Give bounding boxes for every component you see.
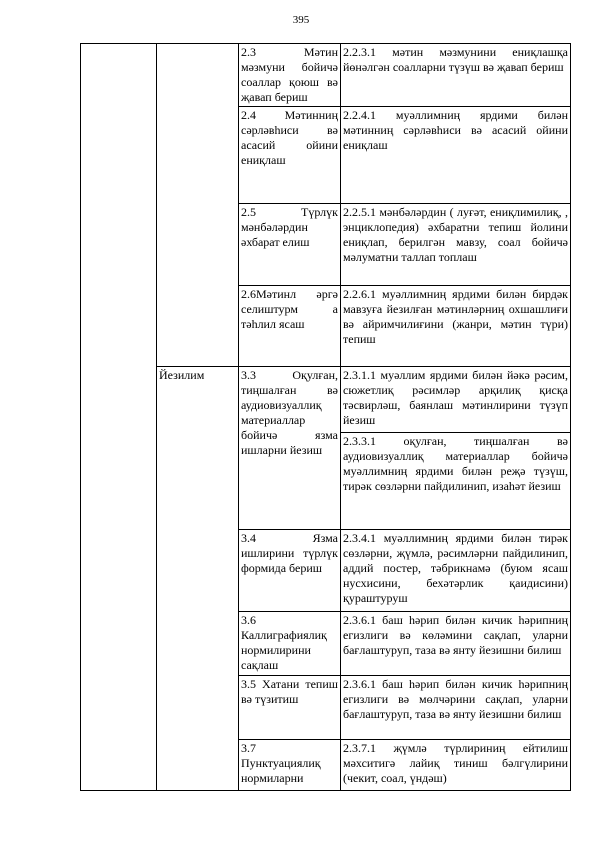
indicator-cell: 2.3.3.1 оқулған, тиңшалған вә аудиовизуаллиқ материаллар бойичә муәллимниң ярдими билән реҗә түзүш, тирәк сөзләрни пайдилинип, изаһәт йезиш — [341, 433, 571, 530]
standard-cell: 2.6Мәтинл әргә селиштурм а тәһлил ясаш — [239, 286, 341, 367]
section-label: Йезилим — [157, 367, 239, 791]
indicator-cell: 2.3.1.1 муәллим ярдими билән йәкә рәсим, сюжетлиқ рәсимләр арқилиқ қисқа тәсвирләш, баянлаш мәтинлирини түзүп йезиш — [341, 367, 571, 433]
indicator-cell: 2.3.6.1 баш һәрип билән кичик һәрипниң егизлиги вә көләмини сақлап, уларни бағлаштуруп, таза вә янту йезишни билиш — [341, 612, 571, 676]
standard-cell: 3.3 Оқулған, тиңшалған вә аудиовизуаллиқ материаллар бойичә язма ишларни йезиш — [239, 367, 341, 530]
indicator-cell: 2.2.4.1 муәллимниң ярдими билән мәтинниң сәрләвһиси вә асасий ойини ениқлаш — [341, 107, 571, 204]
empty-cell — [81, 44, 157, 791]
indicator-cell: 2.2.6.1 муәллимниң ярдими билән бирдәк мавзуға йезилған мәтинләрниң охшашлиғи вә айримчилиғини (жанри, мәтин түри) тепиш — [341, 286, 571, 367]
standard-cell: 2.5 Түрлүк мәнбәләрдин әхбарат елиш — [239, 204, 341, 286]
indicator-cell: 2.2.5.1 мәнбәләрдин ( луғәт, ениқлимилиқ, , энциклопедия) әхбаратни тепиш йолини ениқлап, берилгән мавзу, соал бойичә мәлуматни таллап топлаш — [341, 204, 571, 286]
curriculum-table — [80, 43, 571, 791]
table-row — [81, 44, 571, 107]
standard-cell: 3.5 Хатани тепиш вә түзитиш — [239, 676, 341, 740]
standard-cell: 2.4 Мәтинниң сәрләвһиси вә асасий ойини ениқлаш — [239, 107, 341, 204]
standard-cell: 3.6 Каллиграфиялиқ нормилирини сақлаш — [239, 612, 341, 676]
indicator-cell: 2.2.3.1 мәтин мәзмунини ениқлашқа йөнәлгән соалларни түзүш вә җавап бериш — [341, 44, 571, 107]
standard-cell: 2.3 Мәтин мәзмуни бойичә соаллар қоюш вә җавап бериш — [239, 44, 341, 107]
standard-cell: 3.4 Язма ишлирини түрлүк формида бериш — [239, 530, 341, 612]
indicator-cell: 2.3.7.1 җүмлә түрлириниң ейтилиш мәхситигә лайиқ тиниш бәлгүлирини (чекит, соал, үндәш) — [341, 740, 571, 791]
indicator-cell: 2.3.6.1 баш һәрип билән кичик һәрипниң егизлиги вә мөлчәрини сақлап, уларни бағлаштуруп, таза вә янту йезишни билиш — [341, 676, 571, 740]
standard-cell: 3.7 Пунктуациялиқ нормиларни — [239, 740, 341, 791]
empty-cell — [157, 44, 239, 367]
page-number: 395 — [292, 14, 310, 26]
indicator-cell: 2.3.4.1 муәллимниң ярдими билән тирәк сөзләрни, җүмлә, рәсимләрни пайдилинип, аддий постер, тәбрикнамә (буюм ясаш нусхисини, бехәтәрлик қаидисини) қураштуруш — [341, 530, 571, 612]
